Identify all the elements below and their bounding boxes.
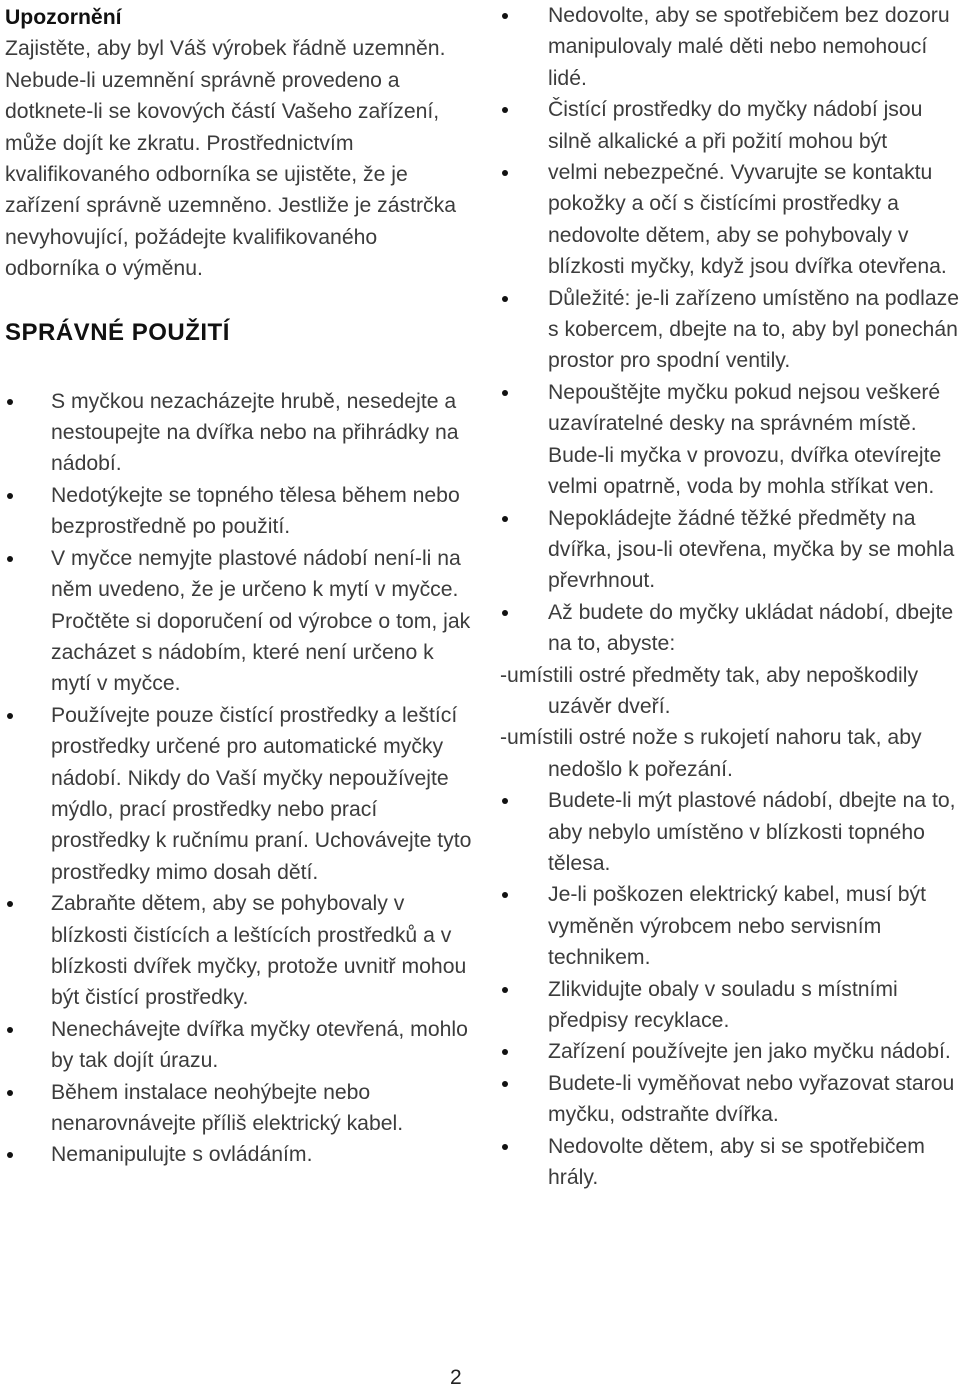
list-item: S myčkou nezacházejte hrubě, nesedejte a nestoupejte na dvířka nebo na přihrádky na nádobí. (5, 386, 473, 480)
list-item: Zabraňte dětem, aby se pohybovaly v blízkosti čistících a leštících prostředků a v blízkosti dvířek myčky, protože uvnitř mohou být čistící prostředky. (5, 888, 473, 1014)
list-item: Zařízení používejte jen jako myčku nádobí. (500, 1036, 960, 1067)
left-bullet-list (5, 386, 473, 1171)
list-item: Nedovolte dětem, aby si se spotřebičem hrály. (500, 1131, 960, 1194)
dash-item: -umístili ostré nože s rukojetí nahoru tak, aby nedošlo k pořezání. (500, 726, 922, 781)
warning-text: Zajistěte, aby byl Váš výrobek řádně uzemněn. Nebude-li uzemnění správně provedeno a dotknete-li se kovových částí Vašeho zařízení, může dojít ke zkratu. Prostřednictvím kvalifikovaného odborníka se ujistěte, že je zařízení správně uzemněno. Jestliže je zástrčka nevyhovující, požádejte kvalifikovaného odborníka o výměnu. (5, 37, 457, 281)
list-item: Nemanipulujte s ovládáním. (5, 1139, 473, 1170)
list-item: Nenechávejte dvířka myčky otevřená, mohlo by tak dojít úrazu. (5, 1014, 473, 1077)
warning-heading: Upozornění (5, 6, 122, 29)
left-column (5, 0, 473, 1171)
list-item: Nedovolte, aby se spotřebičem bez dozoru manipulovaly malé děti nebo nemohoucí lidé. (500, 0, 960, 94)
right-bullet-list-b (500, 785, 960, 1193)
list-item: Je-li poškozen elektrický kabel, musí být vyměněn výrobcem nebo servisním technikem. (500, 879, 960, 973)
list-item: Zlikvidujte obaly v souladu s místními předpisy recyklace. (500, 974, 960, 1037)
right-bullet-list-a (500, 0, 960, 660)
list-item: Používejte pouze čistící prostředky a leštící prostředky určené pro automatické myčky nádobí. Nikdy do Vaší myčky nepoužívejte mýdlo, prací prostředky nebo prací prostředky k ručnímu praní. Uchovávejte tyto prostředky mimo dosah dětí. (5, 700, 473, 888)
list-item: Nedotýkejte se topného tělesa během nebo bezprostředně po použití. (5, 480, 473, 543)
list-item: Nepouštějte myčku pokud nejsou veškeré uzavíratelné desky na správném místě. Bude-li myčka v provozu, dvířka otevírejte velmi opatrně, voda by mohla stříkat ven. (500, 377, 960, 503)
dash-item: -umístili ostré předměty tak, aby nepoškodily uzávěr dveří. (500, 663, 919, 718)
section-title: SPRÁVNÉ POUŽITÍ (5, 318, 230, 346)
right-column (500, 0, 960, 1193)
list-item: Čistící prostředky do myčky nádobí jsou silně alkalické a při požití mohou být (500, 94, 960, 157)
list-item: Budete-li mýt plastové nádobí, dbejte na to, aby nebylo umístěno v blízkosti topného tělesa. (500, 785, 960, 879)
list-item: velmi nebezpečné. Vyvarujte se kontaktu pokožky a očí s čistícími prostředky a nedovolte dětem, aby se pohybovaly v blízkosti myčky, když jsou dvířka otevřena. (500, 157, 960, 283)
list-item: V myčce nemyjte plastové nádobí není-li na něm uvedeno, že je určeno k mytí v myčce. Pročtěte si doporučení od výrobce o tom, jak zacházet s nádobím, které není určeno k mytí v myčce. (5, 543, 473, 700)
list-item: Důležité: je-li zařízeno umístěno na podlaze s kobercem, dbejte na to, aby byl ponechán prostor pro spodní ventily. (500, 283, 960, 377)
list-item: Během instalace neohýbejte nebo nenarovnávejte příliš elektrický kabel. (5, 1077, 473, 1140)
list-item: Až budete do myčky ukládat nádobí, dbejte na to, abyste: (500, 597, 960, 660)
list-item: Nepokládejte žádné těžké předměty na dvířka, jsou-li otevřena, myčka by se mohla převrhnout. (500, 503, 960, 597)
page-number: 2 (450, 1366, 462, 1389)
list-item: Budete-li vyměňovat nebo vyřazovat starou myčku, odstraňte dvířka. (500, 1068, 960, 1131)
